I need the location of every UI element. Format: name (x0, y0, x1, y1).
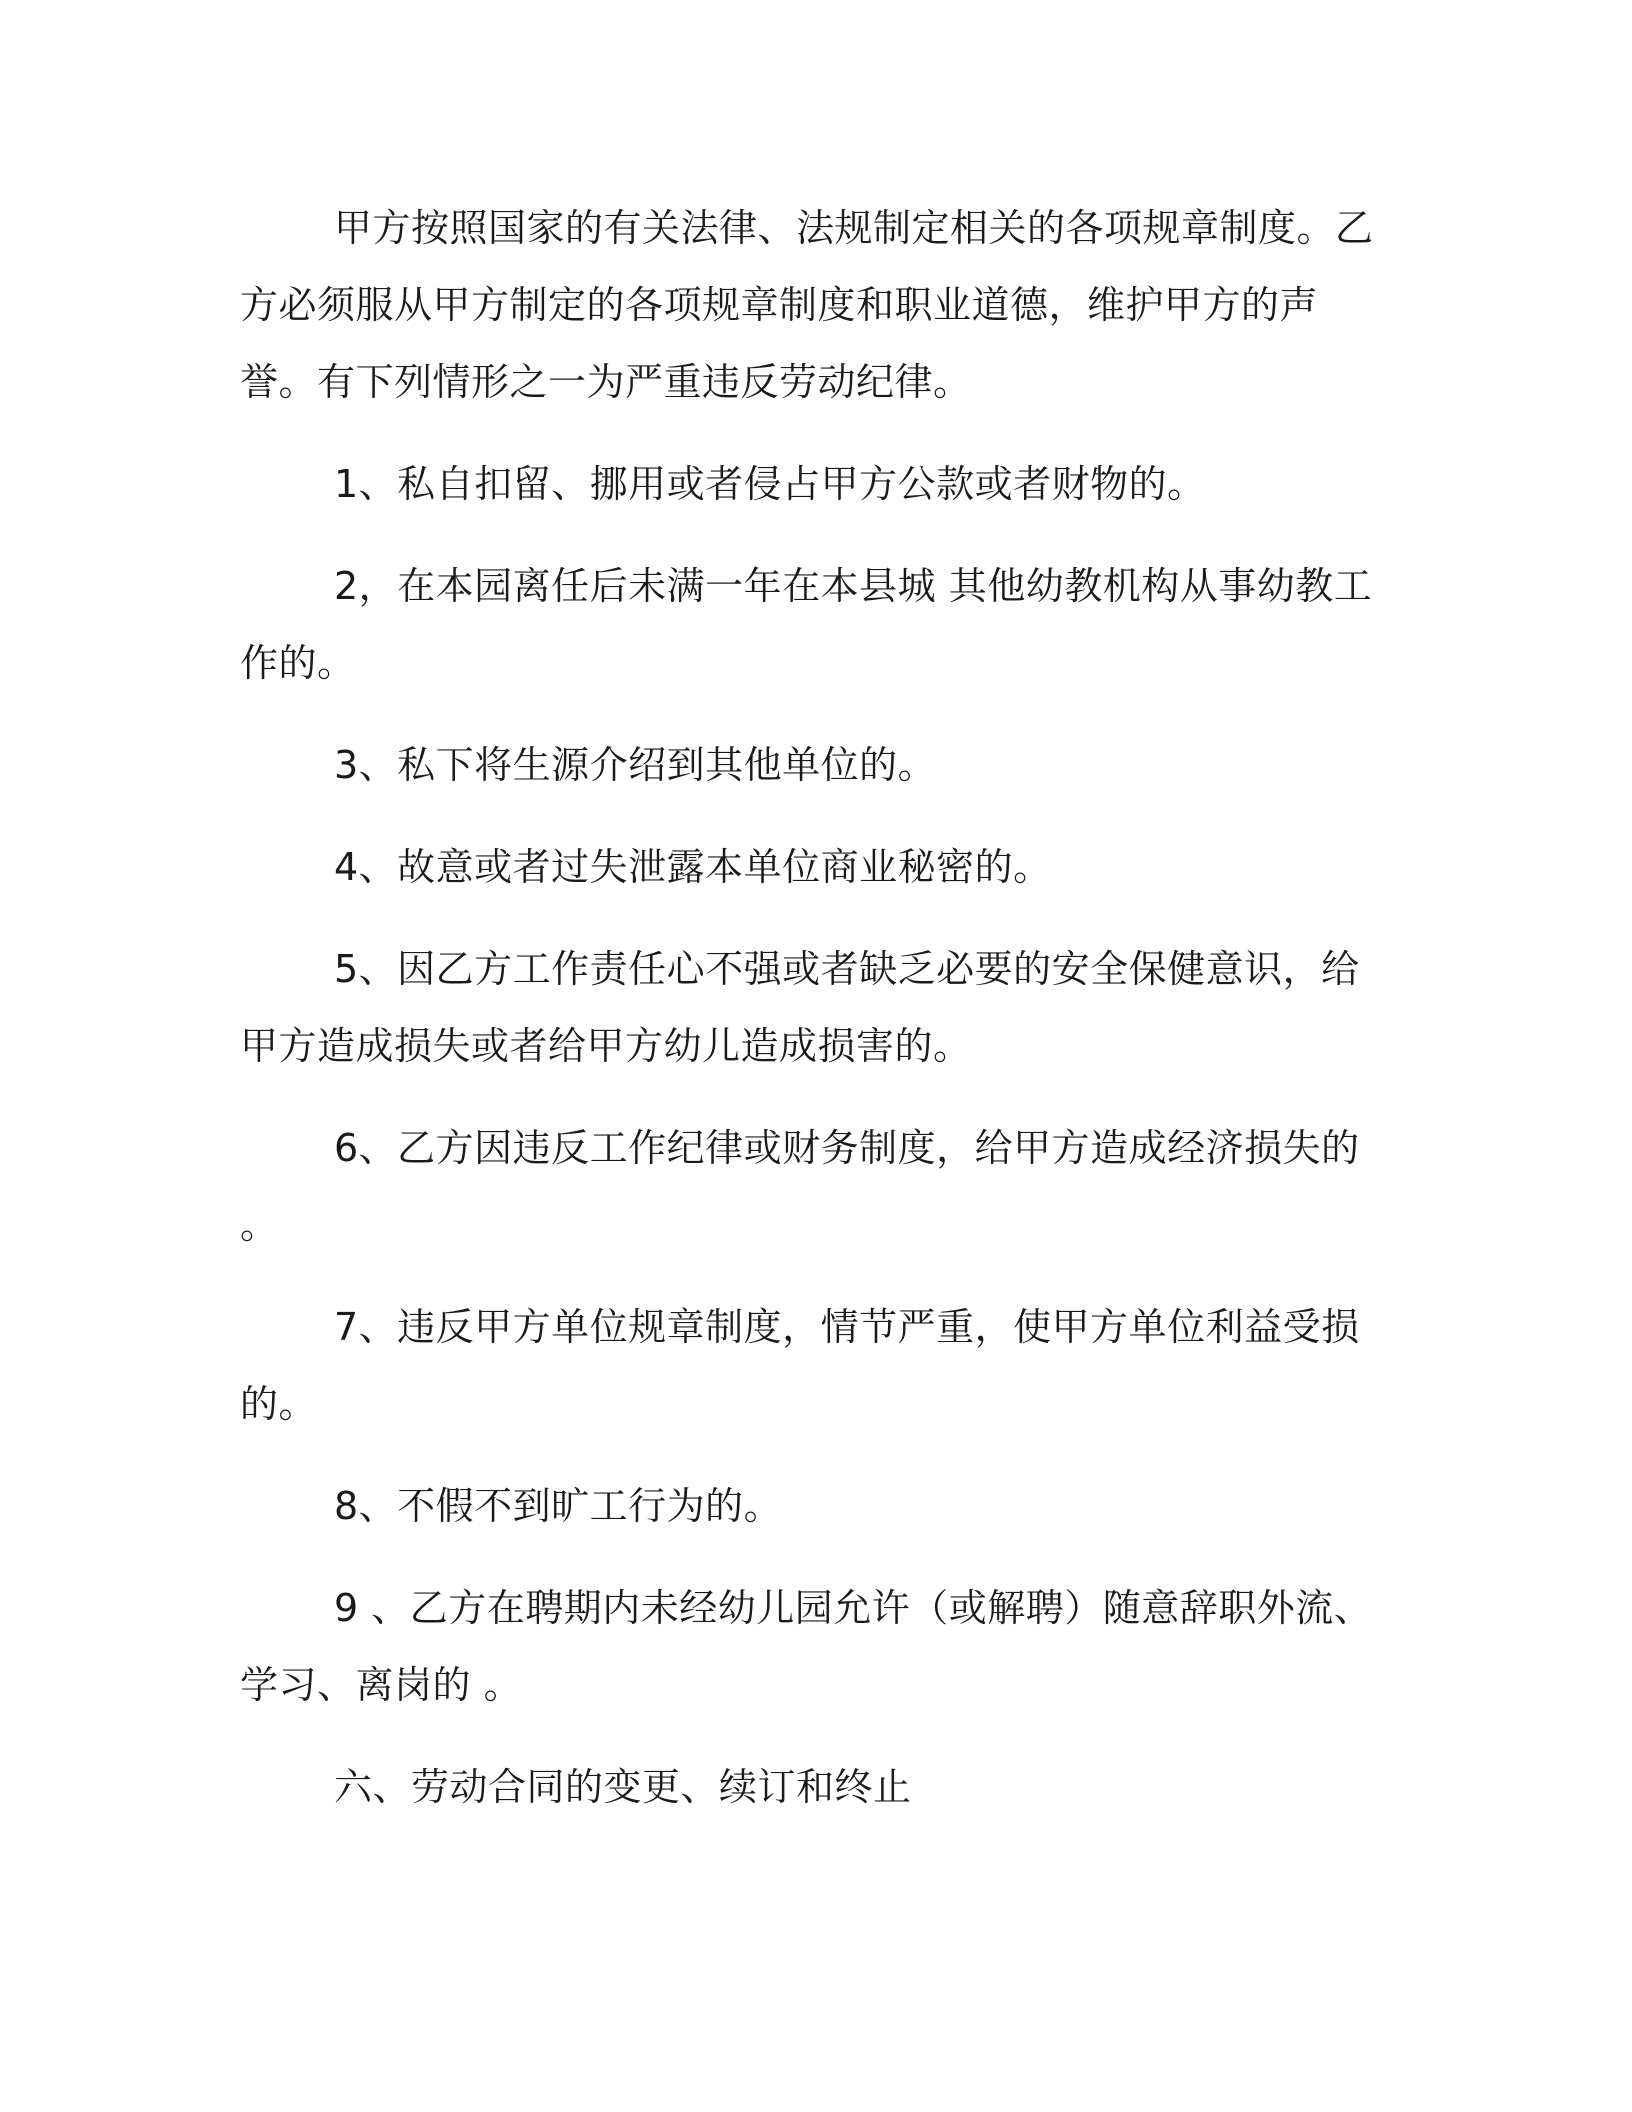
list-item-9: 9 、乙方在聘期内未经幼儿园允许（或解聘）随意辞职外流、学习、离岗的 。 (240, 1586, 1373, 1707)
document-body (240, 190, 1380, 1826)
list-item-2: 2，在本园离任后未满一年在本县城 其他幼教机构从事幼教工作的。 (240, 564, 1373, 685)
list-item-1: 1、私自扣留、挪用或者侵占甲方公款或者财物的。 (334, 462, 1206, 506)
intro-paragraph: 甲方按照国家的有关法律、法规制定相关的各项规章制度。乙方必须服从甲方制定的各项规章制度和职业道德，维护甲方的声誉。有下列情形之一为严重违反劳动纪律。 (240, 206, 1374, 404)
section-heading: 六、劳动合同的变更、续订和终止 (334, 1765, 912, 1809)
list-item-4: 4、故意或者过失泄露本单位商业秘密的。 (334, 845, 1052, 889)
list-item-7: 7、违反甲方单位规章制度，情节严重，使甲方单位利益受损的。 (240, 1305, 1360, 1426)
list-item-3: 3、私下将生源介绍到其他单位的。 (334, 743, 937, 787)
list-item-8: 8、不假不到旷工行为的。 (334, 1484, 783, 1528)
list-item-5: 5、因乙方工作责任心不强或者缺乏必要的安全保健意识，给甲方造成损失或者给甲方幼儿造成损害的。 (240, 947, 1360, 1068)
list-item-6: 6、乙方因违反工作纪律或财务制度，给甲方造成经济损失的 。 (240, 1126, 1360, 1247)
